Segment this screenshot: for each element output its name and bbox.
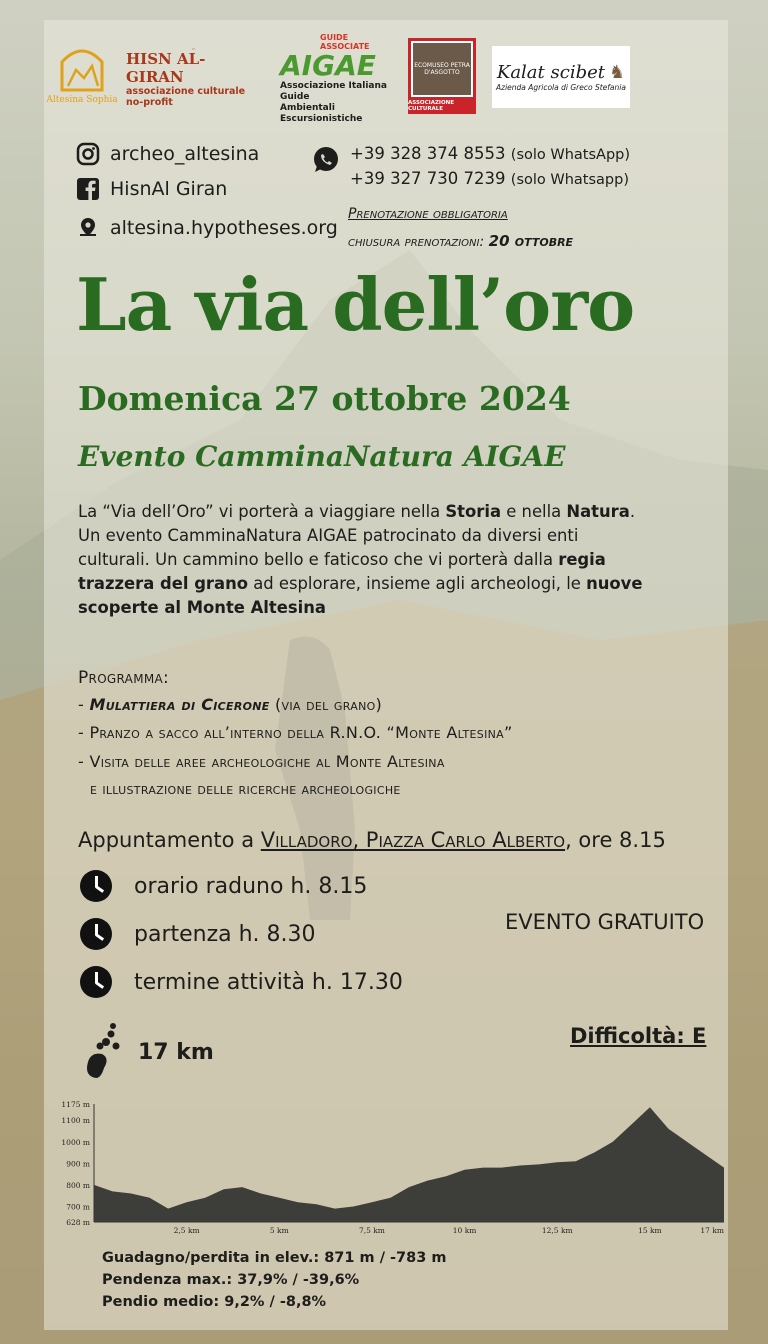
program-item-3-cont: e illustrazione delle ricerche archeologiche: [90, 780, 401, 798]
facebook-contact[interactable]: [76, 177, 227, 201]
aigae-logo: [280, 33, 392, 124]
website-contact[interactable]: [76, 216, 338, 240]
phone-note-1: (solo WhatsApp): [510, 147, 631, 163]
desc-bold-2: Natura: [566, 502, 630, 521]
ecomuseo-name: ECOMUSEO PETRA D'ASGOTTO: [414, 61, 470, 76]
facebook-page: HisnAl Giran: [110, 178, 228, 200]
donkey-icon: ♞: [608, 62, 626, 83]
difficulty: Difficoltà: E: [570, 1024, 707, 1048]
hisn-subtitle: associazione culturale no-profit: [126, 86, 246, 108]
kalat-sub: Azienda Agricola di Greco Stefania: [496, 83, 626, 92]
elevation-area: [94, 1107, 724, 1222]
y-tick-label: 1100 m: [61, 1116, 90, 1126]
program-item-2: - Pranzo a sacco all’interno della R.N.O. “Monte Altesina”: [78, 723, 513, 742]
location-pin-icon: [76, 216, 100, 240]
instagram-icon: [76, 142, 100, 166]
elevation-profile-chart: [62, 1096, 730, 1241]
altesina-logo-text: Altesina Sophia: [46, 95, 118, 105]
x-tick-label: 10 km: [452, 1226, 477, 1235]
x-tick-label: 7,5 km: [358, 1226, 385, 1235]
x-tick-label: 12,5 km: [541, 1226, 573, 1235]
phone-line-2[interactable]: [350, 169, 629, 188]
aigae-sub1: Associazione Italiana Guide: [280, 81, 387, 102]
stat-max-slope: Pendenza max.: 37,9% / -39,6%: [102, 1272, 360, 1288]
ecomuseo-sub: ASSOCIAZIONE CULTURALE: [408, 99, 455, 112]
y-tick-label: 800 m: [66, 1180, 90, 1190]
instagram-handle: archeo_altesina: [110, 143, 260, 165]
aigae-sub2: Ambientali Escursionistiche: [280, 103, 363, 124]
event-description: [78, 500, 648, 620]
desc-text-2: e nella: [501, 502, 567, 521]
hisn-title: HISN AL-GIRAN: [126, 50, 206, 86]
x-tick-label: 17 km: [700, 1226, 724, 1235]
distance: 17 km: [138, 1040, 214, 1065]
program-heading: Programma:: [78, 668, 170, 688]
schedule-item: [80, 966, 403, 998]
appointment: [78, 828, 666, 852]
desc-text-1: La “Via dell’Oro” vi porterà a viaggiare nella: [78, 502, 446, 521]
clock-icon: [80, 918, 112, 950]
facebook-icon: [76, 177, 100, 201]
appointment-place: Villadoro, Piazza Carlo Alberto: [260, 828, 566, 852]
desc-bold-1: Storia: [445, 502, 502, 521]
y-tick-label: 700 m: [66, 1202, 90, 1212]
x-tick-label: 2,5 km: [173, 1226, 200, 1235]
appointment-time: , ore 8.15: [565, 828, 666, 852]
desc-bold-4: nuove scoperte al Monte Altesina: [78, 574, 643, 617]
program-item-1-rest: (via del grano): [269, 695, 383, 714]
kalat-name: Kalat scibet: [496, 62, 605, 83]
aigae-top-label: GUIDE ASSOCIATE: [320, 33, 370, 51]
event-date: Domenica 27 ottobre 2024: [78, 379, 571, 418]
y-tick-label: 1175 m: [61, 1100, 90, 1109]
instagram-contact[interactable]: [76, 142, 259, 166]
phone-number-2: +39 327 730 7239: [350, 169, 506, 188]
phone-line-1[interactable]: [350, 144, 630, 163]
hisn-al-giran-logo: [126, 48, 262, 108]
schedule-label: orario raduno h. 8.15: [134, 873, 368, 899]
desc-bold-3: regia trazzera del grano: [78, 550, 606, 593]
schedule-item: [80, 918, 316, 950]
phone-note-2: (solo Whatsapp): [510, 172, 629, 188]
kalat-scibet-logo: [492, 46, 630, 108]
x-tick-label: 15 km: [638, 1226, 662, 1235]
desc-text-3: . Un evento CamminaNatura AIGAE patrocinato da diversi enti culturali. Un cammino bello e faticoso che vi porterà dalla: [78, 502, 636, 569]
appointment-prefix: Appuntamento a: [78, 828, 261, 852]
event-subtitle: Evento CamminaNatura AIGAE: [78, 440, 566, 473]
page-title: La via dell’oro: [76, 262, 635, 347]
stat-elevation-gain: Guadagno/perdita in elev.: 871 m / -783 m: [102, 1250, 447, 1266]
stat-avg-slope: Pendio medio: 9,2% / -8,8%: [102, 1294, 327, 1310]
schedule-label: partenza h. 8.30: [134, 921, 316, 947]
booking-closing-date: 20 ottobre: [488, 232, 574, 250]
schedule-label: termine attività h. 17.30: [134, 969, 403, 995]
x-tick-label: 5 km: [269, 1226, 289, 1235]
clock-icon: [80, 966, 112, 998]
altesina-logo: [46, 40, 118, 112]
desc-text-4: ad esplorare, insieme agli archeologi, le: [248, 574, 587, 593]
phone-number-1: +39 328 374 8553: [350, 144, 506, 163]
clock-icon: [80, 870, 112, 902]
program-item-3: - Visita delle aree archeologiche al Monte Altesina: [78, 752, 445, 771]
program-item-1-emphasis: Mulattiera di Cicerone: [89, 695, 270, 714]
booking-closing: [348, 232, 573, 250]
y-tick-label: 1000 m: [61, 1137, 90, 1147]
footprint-icon: [76, 1020, 122, 1084]
y-tick-label: 628 m: [66, 1218, 90, 1227]
program-item-1: [78, 695, 382, 714]
booking-required: Prenotazione obbligatoria: [348, 206, 508, 222]
booking-closing-label: chiusura prenotazioni:: [348, 234, 485, 250]
schedule-item: [80, 870, 367, 902]
whatsapp-icon: [312, 146, 340, 178]
ecomuseo-logo: [408, 38, 476, 114]
ecomuseo-photo: [411, 41, 473, 97]
aigae-name: AIGAE: [280, 49, 376, 82]
program-item-1-prefix: -: [78, 695, 90, 714]
website-url: altesina.hypotheses.org: [110, 217, 338, 239]
y-tick-label: 900 m: [66, 1159, 90, 1169]
free-event-label: EVENTO GRATUITO: [505, 910, 705, 934]
